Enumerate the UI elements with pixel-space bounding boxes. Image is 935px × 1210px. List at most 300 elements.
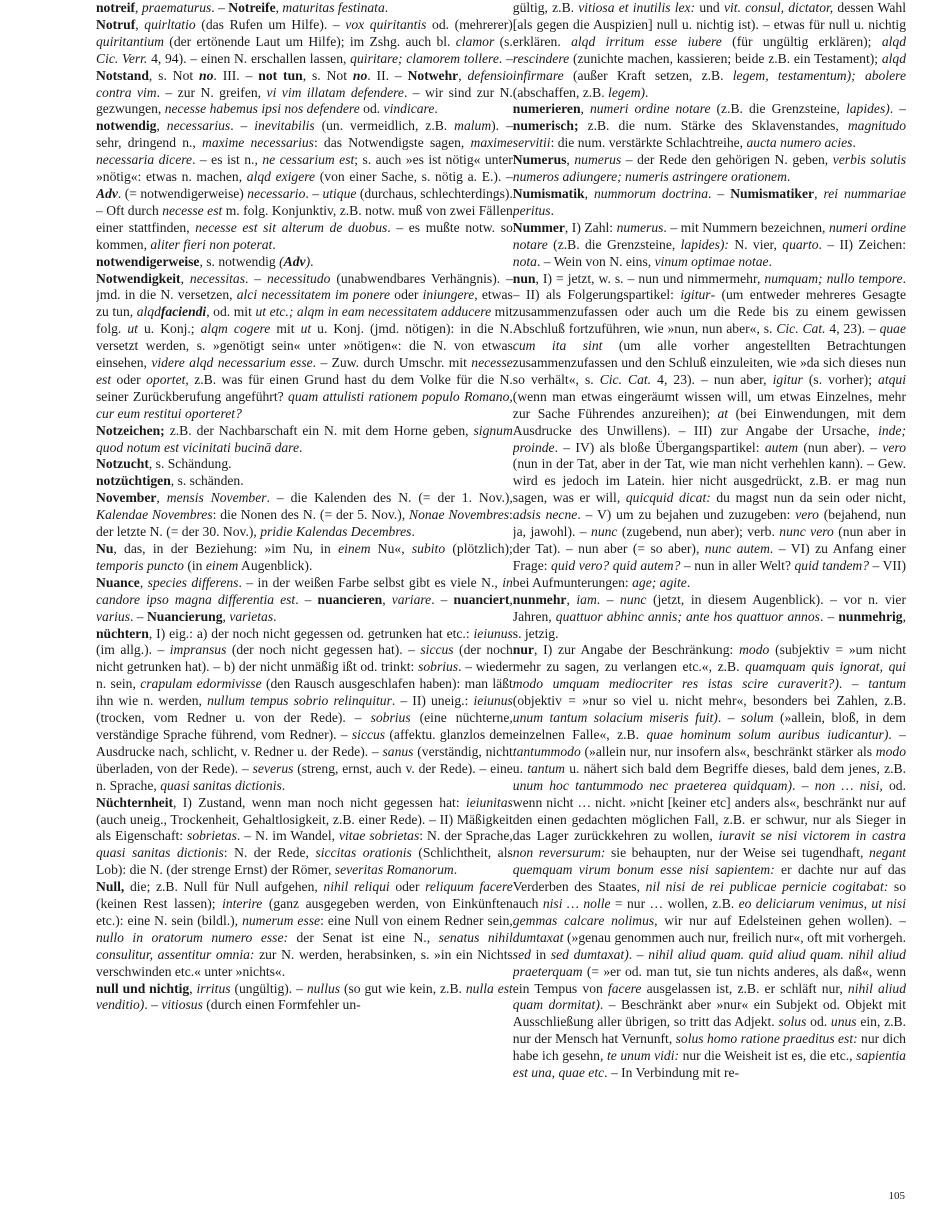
entry-text: , I) zur Angabe der Beschränkung: <box>533 642 740 658</box>
headword: Notzeichen; <box>96 422 165 438</box>
latin-term: legem, testamentum); abolere <box>732 67 906 83</box>
entry-text: (»allein nur, nur insofern als«, beschränkt stärker als <box>580 743 876 759</box>
latin-term: siccus <box>420 642 454 658</box>
emphasis-term: no <box>352 67 368 83</box>
dictionary-entry <box>96 271 513 423</box>
latin-term: siccitas orationis <box>315 845 412 861</box>
latin-term: at <box>717 405 729 421</box>
entry-text: (so gut wie kein, z.B. <box>340 980 466 996</box>
latin-term: maxime necessaria dicere <box>96 135 513 168</box>
entry-text: (subjektiv = »um nicht mehr zu sagen, zu verlangen etc.«, z.B. <box>512 642 906 675</box>
latin-term: maxime necessarius <box>202 135 314 151</box>
latin-term: numerum esse <box>242 912 321 928</box>
entry-text: , <box>580 101 590 117</box>
latin-term: unum tantum solacium miseris fuit) <box>512 710 718 726</box>
sub-headword: Nuancierung <box>146 608 223 624</box>
entry-text: , <box>382 591 392 607</box>
latin-term: necesse est sit alterum de duobus <box>195 219 388 235</box>
dictionary-entry <box>96 17 513 118</box>
entry-text: . – <box>838 676 869 692</box>
entry-text: (auch uneig., Trockenheit, Gehaltlosigkeit, z.B. einer Rede). – II) Mäßigkeit als Eigenschaft: <box>96 811 513 844</box>
dictionary-entry <box>96 626 513 795</box>
latin-term: alqd exigere <box>246 169 316 185</box>
entry-text: (eine nüchterne, verständige Sprache führend, vom Redner). – <box>96 710 513 742</box>
latin-term: tantum <box>527 760 565 776</box>
latin-term: videre alqd necessarium esse <box>151 355 313 371</box>
sub-headword: not tun <box>258 67 303 83</box>
entry-text: od. wenn nicht … nicht. »nicht [keiner etc] anders als«, beschränkt nur auf den einen gedachten möglichen Fall, z.B. er schwur, nur als Sieger in das Lager zurückkehren zu wollen, <box>512 777 906 844</box>
dictionary-entry <box>96 795 513 880</box>
entry-text: . <box>434 101 438 117</box>
entry-text: (verständig, nicht überladen, von der Rede). – <box>96 743 513 776</box>
latin-term: necessitas <box>189 270 246 286</box>
entry-text: . – <box>498 50 513 66</box>
latin-term: alqd rescindere <box>512 33 906 66</box>
headword: nun <box>512 270 536 286</box>
entry-text: , <box>275 0 283 15</box>
entry-text: zur N. werden, herabsinken, s. »in ein Nichts verschwinden etc.« unter »nichts«. <box>96 946 513 979</box>
entry-text: z.B. der Nachbarschaft ein N. mit dem Horne geben, <box>164 422 474 438</box>
latin-term: numeri ordine notare <box>589 101 711 117</box>
entry-text: mit <box>270 321 301 337</box>
dictionary-entry <box>96 456 513 473</box>
latin-term: unum hoc tantummodo nec praeterea quidquam) <box>512 777 792 793</box>
entry-text: (un. vermeidlich, z.B. <box>314 118 455 134</box>
latin-term: vero <box>795 507 819 523</box>
entry-text: 4, 23). – nun aber, <box>651 371 773 387</box>
entry-text: . <box>310 253 314 269</box>
emphasis-term: Adv <box>283 253 306 269</box>
latin-term: ieiunus <box>473 693 513 709</box>
entry-text: (plötzlich); <box>445 541 513 556</box>
dictionary-entry <box>513 271 906 592</box>
latin-term: varietas <box>229 608 274 624</box>
latin-term: dumtaxat <box>512 929 564 945</box>
latin-term: Nonae Novembres <box>409 507 510 523</box>
entry-text: (im allg.). – <box>96 642 170 658</box>
entry-text: . – <box>230 118 255 134</box>
entry-text: . – Wein von N. eins, <box>536 253 655 269</box>
latin-term: quattuor abhinc annis; ante hos quattuor annos <box>555 608 820 624</box>
entry-text: – VII) bei Aufmunterungen: <box>512 557 906 590</box>
entry-text: , <box>509 591 513 607</box>
entry-text: , <box>135 0 142 15</box>
entry-text: . – mit Nummern bezeichnen, <box>663 219 829 235</box>
latin-term: solus homo ratione praeditus est: <box>675 1031 858 1047</box>
latin-term: quirltatio <box>144 16 196 32</box>
entry-text: , s. Not <box>148 67 200 83</box>
latin-term: alqd irritum esse iubere <box>571 33 722 49</box>
entry-text: . – die Kalenden des N. (= der 1. Nov.), <box>266 490 513 506</box>
entry-text: (z.B. die Grenzsteine, <box>547 236 681 252</box>
latin-term: modo <box>739 642 770 658</box>
entry-text: . – II) uneig.: <box>391 693 474 709</box>
entry-text: oder <box>111 371 147 387</box>
latin-term: vinum optimae notae <box>654 253 769 269</box>
entry-text: (das Rufen um Hilfe). – <box>195 16 346 32</box>
entry-text: (bei Einwendungen, mit dem Ausdrucke des Unwillens). – III) zur Angabe der Ursache, <box>512 405 906 438</box>
sub-headword: Notstand <box>96 67 149 83</box>
emphasis-term: faciendi <box>160 304 207 320</box>
dictionary-entry <box>513 101 906 152</box>
latin-term: quiritare; clamorem tollere <box>350 50 499 66</box>
latin-term: alqm cogere <box>200 321 271 337</box>
latin-term: iniungere <box>422 287 475 303</box>
emphasis-term: no <box>199 67 214 83</box>
entry-text: : die num. verstärkte Schlachtreihe, <box>550 135 747 151</box>
entry-text: (durchaus, schlechterdings). – Oft durch <box>96 185 513 218</box>
dictionary-entry <box>96 254 513 271</box>
entry-text: , <box>180 270 190 286</box>
headword: notreif <box>96 0 136 15</box>
latin-term: age; agite <box>632 574 687 590</box>
entry-text: . – Beschränkt aber »nur« ein Subjekt od. Objekt mit Ausschließung aller übrigen, so tritt das Adjekt. <box>512 997 906 1030</box>
entry-text: . III. – <box>213 67 259 83</box>
entry-text: , s. Not <box>302 67 353 83</box>
latin-term: nunc vero <box>779 524 834 540</box>
entry-text: in <box>530 946 551 962</box>
entry-text: , etwas zu tun, <box>96 287 513 320</box>
entry-text: od. (mehrerer) <box>426 16 513 32</box>
entry-text: (objektiv = »nur so viel u. nicht mehr«, besonders bei Zahlen, z.B. <box>512 693 906 709</box>
latin-term: nunc autem <box>704 541 770 556</box>
entry-text: . <box>768 253 772 269</box>
sub-headword: Notreife <box>228 0 276 15</box>
entry-text: . – Zuw. durch Umschr. mit <box>312 355 472 371</box>
entry-text: . <box>645 84 649 100</box>
entry-text: so auch <box>512 879 906 912</box>
entry-text: , <box>814 185 824 201</box>
headword: Notzucht <box>96 456 149 472</box>
entry-text: , <box>156 490 167 506</box>
latin-term: impransus <box>169 642 227 658</box>
latin-term: igitur <box>772 371 803 387</box>
latin-term: solum <box>741 710 774 726</box>
entry-text: . – <box>245 270 267 286</box>
entry-text: nur dich habe ich gesehn, <box>512 1031 906 1064</box>
entry-text: . – <box>628 946 649 962</box>
latin-term: igitur <box>680 287 711 303</box>
emphasis-term: Adv <box>96 185 118 201</box>
entry-text: . – II) Zeichen: <box>818 236 906 252</box>
latin-term: quarto <box>782 236 819 252</box>
latin-term: Cic. Cat. <box>599 371 652 387</box>
latin-term: nullus <box>306 980 341 996</box>
entry-text: (für ungültig erklären); <box>721 33 882 49</box>
headword: Nüchternheit <box>96 794 174 810</box>
latin-term: clamor <box>455 33 495 49</box>
latin-term: necesse est <box>96 355 513 387</box>
entry-text: (in <box>183 557 206 573</box>
latin-term: nunc <box>620 591 647 607</box>
latin-term: sobrietas <box>187 828 237 844</box>
entry-text: . – zur N. greifen, <box>156 84 267 100</box>
latin-term: quae cum ita sint <box>512 321 906 354</box>
entry-text: (ganz ausgegeben werden, von Einkünften etc.): eine N. sein (bildl.), <box>96 896 513 928</box>
latin-term: nullum tempus sobrio relinquitur <box>207 693 392 709</box>
headword: nur <box>512 642 534 658</box>
headword: Notwendigkeit <box>96 270 181 286</box>
entry-text: (abschaffen, z.B. <box>512 84 609 100</box>
entry-text: (wenn man etwas eingeräumt wissen will, um etwas Einzelnes, mehr zur Sache Führendes anzureihen); <box>512 388 906 421</box>
entry-text: . – V) um zu bejahen und zuzugeben: <box>577 507 796 523</box>
entry-text: , s. jetzig. <box>512 608 906 641</box>
entry-text: . – <box>295 591 318 607</box>
entry-text: (= »er od. man tut, sie tun nichts anderes, als daß«, wenn ein Tempus von <box>512 963 906 996</box>
latin-term: nihil reliqui <box>323 879 390 895</box>
latin-term: siccus <box>351 726 386 742</box>
entry-text: nur die Weisheit ist es, die etc., <box>679 1048 857 1064</box>
entry-text: (s. vorher); <box>802 371 879 387</box>
latin-term: variare <box>391 591 432 607</box>
sub-headword: Numismatiker <box>730 185 815 201</box>
latin-term: vit. consul, dictator, <box>723 0 834 15</box>
entry-text: , I) = jetzt, w. s. – nun und nimmermehr, <box>535 270 765 286</box>
entry-text: (um alle vorher angestellten Betrachtungen zusammenzufassen und den Schluß einzuleiten, wie »da sich dieses nun so verhält«, s. <box>512 338 906 387</box>
entry-text: du magst nun da sein oder nicht, <box>710 490 906 506</box>
latin-term: interire <box>222 896 263 912</box>
entry-text: , <box>566 591 577 607</box>
entry-text: . (= notwendigerweise) <box>117 185 248 201</box>
headword: Null, <box>96 879 125 895</box>
entry-text: . – <box>888 726 906 742</box>
headword: notwendigerweise <box>96 253 200 269</box>
dictionary-entry <box>96 0 513 17</box>
latin-term: Cic. Verr. <box>96 50 148 66</box>
latin-term: quid vero? quid autem? <box>551 557 681 573</box>
latin-term: oportet <box>146 371 186 387</box>
entry-text: : N. der Sprache, <box>419 828 513 844</box>
latin-term: ut <box>300 321 312 337</box>
entry-text: oder <box>390 287 423 303</box>
dictionary-entry <box>96 118 513 253</box>
latin-term: signum quod notum est vicinitati bucinā dare <box>96 422 513 455</box>
latin-term: rei nummariae peritus <box>512 185 906 218</box>
entry-text: mit folg. <box>96 304 513 337</box>
dictionary-entry <box>96 490 513 541</box>
latin-term: alqd infirmare <box>512 50 906 83</box>
sub-headword: nuancieren <box>317 591 383 607</box>
latin-term: in candore ipso magna differentia est <box>96 574 513 607</box>
headword: Numismatik <box>512 185 585 201</box>
entry-text: sie behaupten, nur der Weise sei tugendhaft, <box>605 845 870 861</box>
entry-text: . – <box>144 997 162 1013</box>
entry-text: . <box>686 574 691 590</box>
entry-text: . – VI) zu Anfang einer Frage: <box>512 541 906 573</box>
entry-text: . <box>411 524 415 540</box>
headword: Nu <box>96 541 114 556</box>
entry-text: (nun aber). – <box>798 439 883 455</box>
left-column <box>96 0 513 1190</box>
entry-text: , s. Schändung. <box>148 456 232 472</box>
latin-term: necesse est <box>162 202 223 218</box>
latin-term: iam <box>576 591 597 607</box>
dictionary-entry <box>513 152 906 186</box>
headword: Numerus <box>512 152 567 168</box>
entry-text: , I) Zustand, wenn man noch nicht gegessen hat: <box>173 794 466 810</box>
entry-text: . – <box>596 591 621 607</box>
entry-text: (zugebend, nun aber); verb. <box>617 524 780 540</box>
latin-term: vitiosa et inutilis lex: <box>578 0 696 15</box>
latin-term: senatus nihil consulitur, assentitur omnia: <box>96 929 513 962</box>
latin-term: solus <box>778 1014 807 1030</box>
entry-text: (»allein, bloß, in dem einzelnen Falle«, z.B. <box>512 710 906 742</box>
latin-term: nisi … nolle <box>542 896 611 912</box>
entry-text: . – wieder n. sein, <box>96 659 513 692</box>
entry-text: und <box>695 0 724 15</box>
entry-text: , <box>135 16 145 32</box>
entry-text: . – wir sind zur N. gezwungen, <box>96 84 513 117</box>
latin-term: quamquam quis ignorat, qui modo umquam mediocriter res istas scire curaverit?) <box>512 659 906 692</box>
latin-term: vi vim illatam defendere <box>266 84 404 100</box>
entry-text: z.B. die num. Stärke des Sklavenstandes, <box>578 118 848 134</box>
latin-term: facere <box>607 980 642 996</box>
entry-text: (bejahend, nun ja, jawohl). – <box>512 507 906 540</box>
entry-text: , <box>584 185 594 201</box>
latin-term: pridie Kalendas Decembres <box>260 524 412 540</box>
latin-term: nullo in oratorum numero esse: <box>96 929 289 945</box>
latin-term: numerus <box>574 152 622 168</box>
entry-text: ausgelassen ist, z.B. er schläft nur, <box>641 980 848 996</box>
latin-term: modo <box>875 743 906 759</box>
latin-term: nil nisi de rei publicae pernicie cogitabat: <box>645 879 889 895</box>
entry-text: . <box>273 608 277 624</box>
entry-text: u. Konj. (jmd. nötigen): in die N. versetzt werden, s. »genötigt sein« unter »nötigen«: die N. von etwas einsehen, <box>96 321 513 371</box>
entry-text: (affektu. glanzlos dem Ausdrucke nach, schlicht, v. Redner u. der Rede). – <box>96 726 513 759</box>
latin-term: numeri ordine notare <box>512 219 906 252</box>
entry-text: wir nur auf Edelsteinen gehen wollen). – <box>657 912 906 928</box>
latin-term: ieiunus <box>473 625 513 641</box>
latin-term: defensio contra vim <box>96 67 513 100</box>
latin-term: ) <box>305 253 311 269</box>
entry-text: (der noch nicht gegessen hat). – <box>226 642 421 658</box>
latin-term: sobrius <box>418 659 459 675</box>
latin-term: nummorum doctrina <box>593 185 708 201</box>
entry-text: die; z.B. Null für Null aufgehen, <box>124 879 324 895</box>
latin-term: mensis November <box>166 490 267 506</box>
entry-text: . II. – <box>367 67 408 83</box>
entry-text: (nun in der Tat, aber in der Tat, wie man nicht verhehlen kann). – Gew. wird es jedoch im Latein. hier nicht ausgedrückt, z.B. er mag nun sagen, was er will, <box>512 456 906 506</box>
headword: Nuance <box>96 574 140 590</box>
latin-term: iuravit se nisi victorem in castra non reversurum: <box>512 828 906 861</box>
latin-term: ut <box>127 321 138 337</box>
entry-text: od. <box>806 1014 831 1030</box>
latin-term: utique <box>322 185 357 201</box>
latin-term: sed dumtaxat) <box>550 946 629 962</box>
sub-headword: nuanciert <box>453 591 510 607</box>
entry-text: . – II) als Folgerungspartikel: <box>512 270 906 303</box>
entry-text: . – <box>431 591 454 607</box>
dictionary-entry <box>513 642 906 1082</box>
entry-text: Nu«, <box>370 541 412 556</box>
entry-text: u. Konj.; <box>137 321 201 337</box>
latin-term: irritus <box>196 980 231 996</box>
entry-text: (»genau genommen auch nur, freilich nur«, oft mit vorhergeh. <box>563 929 906 945</box>
entry-text: , z.B. was für einen Grund hast du dem Volke für die N. seiner Zurückberufung angeführt? <box>96 371 513 404</box>
latin-term: tantum <box>868 676 906 692</box>
entry-text: . – In Verbindung mit re- <box>604 1065 740 1081</box>
entry-text: . – <box>211 0 229 15</box>
latin-term: necessarius <box>166 118 231 134</box>
entry-text: (durch einen Formfehler un- <box>202 997 361 1013</box>
entry-text: (trocken, vom Redner u. von der Rede). – <box>96 710 371 726</box>
latin-term: einem <box>205 557 239 573</box>
latin-term: te unum vidi: <box>606 1048 680 1064</box>
entry-text: u. <box>512 760 528 776</box>
entry-text: (außer Kraft setzen, z.B. <box>563 67 733 83</box>
headword: nunmehr <box>512 591 567 607</box>
latin-term: vitae sobrietas <box>339 828 420 844</box>
entry-text: : die Nonen des N. (= der 5. Nov.), <box>212 507 409 523</box>
headword: notzüchtigen <box>96 473 171 489</box>
dictionary-entry <box>96 423 513 457</box>
latin-term: magnitudo servitii <box>512 118 906 151</box>
entry-text: gültig, z.B. <box>512 0 579 15</box>
latin-term: crapulam edormivisse <box>140 676 262 692</box>
entry-text: (unabwendbares Verhängnis). – jmd. in die N. versetzen, <box>96 270 513 303</box>
entry-text: . – N. im Wandel, <box>236 828 339 844</box>
entry-text: . – <box>889 101 906 117</box>
entry-text: 4, 23). – <box>825 321 880 337</box>
entry-text: . <box>453 862 458 878</box>
entry-text: . <box>852 135 856 151</box>
headword: nüchtern <box>96 625 149 641</box>
latin-term: nulla est venditio) <box>96 980 513 1013</box>
latin-term: subito <box>411 541 446 556</box>
entry-text: . <box>550 202 554 218</box>
headword: Notruf <box>96 16 136 32</box>
entry-text: . – es ist n., <box>192 152 263 168</box>
entry-text: , <box>189 980 197 996</box>
latin-term: quae hominum solum auribus iudicantur) <box>646 726 889 742</box>
entry-text: , <box>139 574 148 590</box>
entry-text: . – <box>819 608 839 624</box>
latin-term: atqui <box>878 371 906 387</box>
latin-term: ut etc.; alqm in eam necessitatem adducere <box>255 304 492 320</box>
latin-term: varius <box>96 608 130 624</box>
latin-term: Kalendae Novembres <box>96 507 213 523</box>
latin-term: ieiunitas <box>465 794 513 810</box>
page-number: 105 <box>888 1190 905 1202</box>
entry-text: , I) Zahl: <box>564 219 617 235</box>
entry-text: (Schlichtheit, als Lob): die N. (der strenge Ernst) der Römer, <box>96 845 513 878</box>
entry-text: m. folg. Konjunktiv, z.B. notw. muß von zwei Fällen einer stattfinden, <box>96 202 513 235</box>
entry-text: . <box>384 0 389 15</box>
right-column <box>513 0 906 1190</box>
latin-term: alqd <box>136 304 161 320</box>
entry-text: . – <box>305 185 323 201</box>
entry-text: . – <box>129 608 147 624</box>
dictionary-entry <box>513 186 906 220</box>
entry-text: . <box>786 169 791 185</box>
dictionary-entry <box>96 473 513 490</box>
latin-term: adsis necne <box>512 507 578 523</box>
latin-term: eo deliciarum venimus, ut nisi gemmas calcare nolimus, <box>512 896 906 928</box>
entry-text: , od. mit <box>206 304 256 320</box>
entry-text: . – <box>708 185 731 201</box>
latin-term: maturitas festinata <box>282 0 385 15</box>
entry-text: , s. schänden. <box>170 473 244 489</box>
entry-text: . – IV) als bloße Übergangspartikel: <box>554 439 765 455</box>
entry-text: od. <box>359 101 384 117</box>
entry-text: dessen Wahl [als gegen die Auspizien] null u. nichtig ist). – etwas für null u. nichtig erklären. <box>512 0 906 49</box>
entry-text: (jetzt, in diesem Augenblick). – vor n. vier Jahren, <box>512 591 906 624</box>
dictionary-entry <box>96 879 513 980</box>
entry-text: . – <box>792 777 815 793</box>
latin-term: negant quemquam virum bonum esse nisi sapientem: <box>512 845 906 878</box>
entry-text: : der letzte N. (= der 30. Nov.), <box>96 507 513 540</box>
entry-text: ; s. auch »es ist nötig« unter »nötig«: etwas n. machen, <box>96 152 513 185</box>
